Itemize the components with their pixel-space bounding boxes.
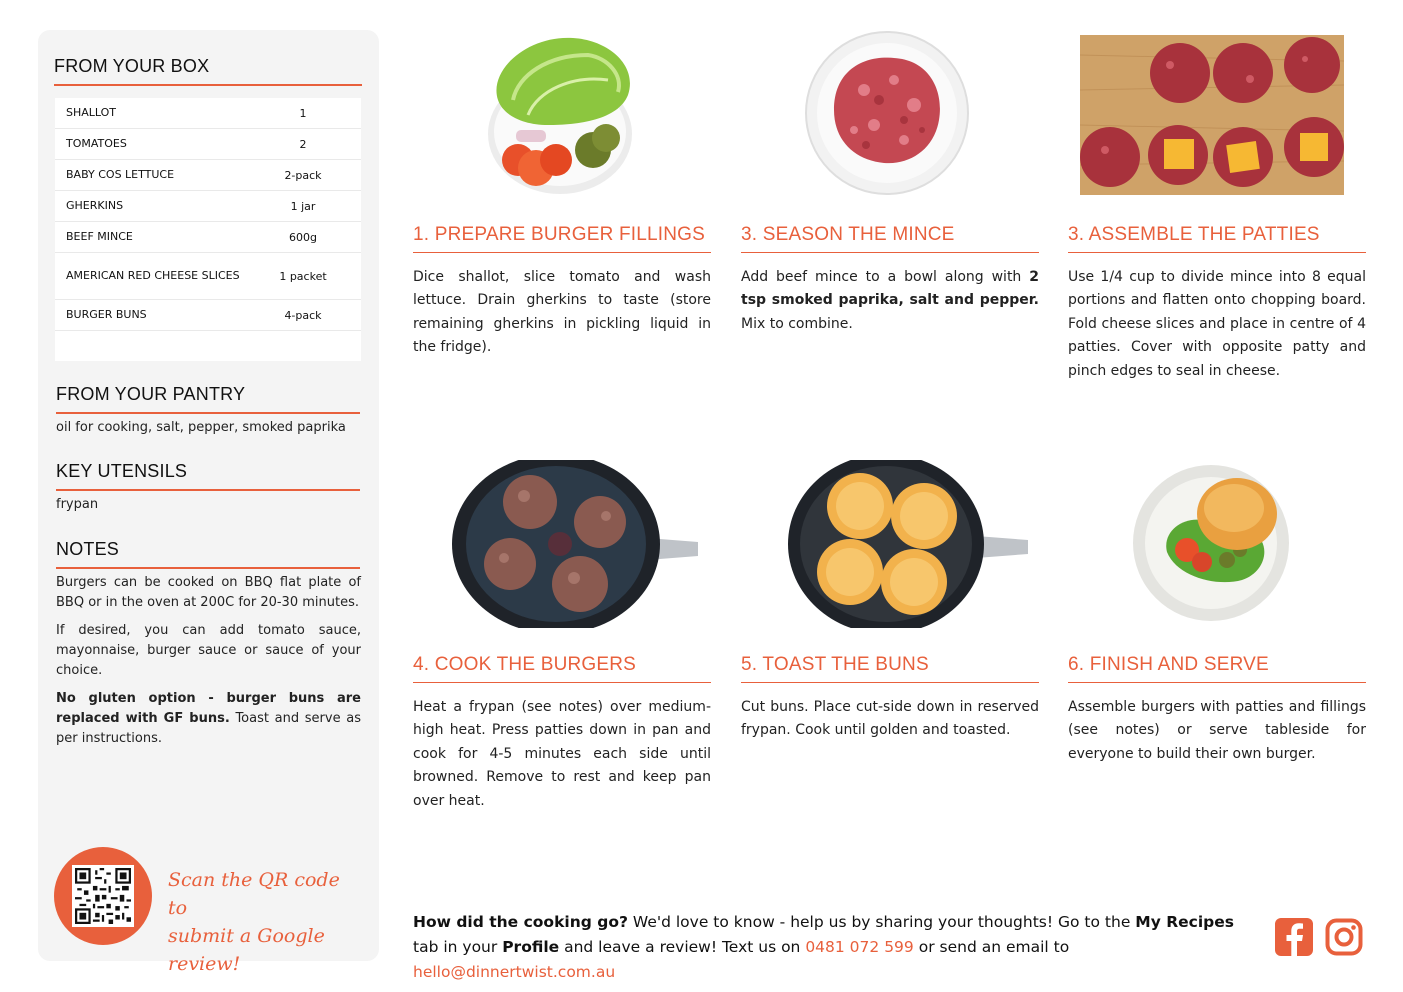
table-row [55,191,361,222]
ingredient-qty: 1 jar [290,199,316,213]
facebook-icon[interactable] [1275,918,1313,956]
step-2-text [741,266,1039,336]
step-3-text: Use 1/4 cup to divide mince into 8 equal portions and flatten onto chopping board. Fold cheese slices and place in centre of 4 patties. Cover with opposite patty and pinch edges to seal in cheese. [1068,269,1366,379]
my-recipes-label: My Recipes [1135,913,1234,931]
key-utensils-title: KEY UTENSILS [56,461,360,491]
ingredient-name: TOMATOES [66,137,127,150]
footer-text: We'd love to know - help us by sharing your thoughts! Go to the [627,913,1136,931]
ingredient-qty: 2 [299,137,307,151]
gluten-note-bold: No gluten option - burger buns are replaced with GF buns. [56,691,361,726]
note-paragraph: If desired, you can add tomato sauce, mayonnaise, burger sauce or sauce of your choice. [56,623,361,678]
ingredient-name: BEEF MINCE [66,230,133,243]
ingredient-qty: 4-pack [284,308,322,322]
step-6-title: 6. FINISH AND SERVE [1068,654,1366,683]
phone-link[interactable]: 0481 072 599 [805,938,914,956]
finished-burger-photo [1132,462,1290,624]
table-row [55,160,361,191]
cooking-patties-pan-photo [452,460,702,628]
pantry-list: oil for cooking, salt, pepper, smoked paprika [56,420,346,435]
qr-cta-line: Scan the QR code to [168,869,340,919]
step-1-title: 1. PREPARE BURGER FILLINGS [413,224,711,253]
ingredient-qty: 2-pack [284,168,322,182]
table-row [55,300,361,331]
step-1-text: Dice shallot, slice tomato and wash lettuce. Drain gherkins to taste (store remaining gherkins in pickling liquid in the fridge). [413,269,711,356]
step-5-text: Cut buns. Place cut-side down in reserved frypan. Cook until golden and toasted. [741,699,1039,739]
ingredient-qty: 1 packet [279,269,327,283]
ingredient-name: GHERKINS [66,199,124,212]
ingredient-qty: 1 [299,106,307,120]
ingredient-name: BURGER BUNS [66,308,147,321]
utensils-list: frypan [56,497,99,512]
step-2-text-bold: 2 tsp smoked paprika, salt and pepper. [741,269,1039,309]
email-link[interactable]: hello@dinnertwist.com.au [413,963,616,981]
footer-question: How did the cooking go? [413,913,628,931]
ingredient-name: BABY COS LETTUCE [66,168,175,181]
ingredients-table [55,98,361,361]
fillings-photo [478,30,643,198]
ingredient-name: AMERICAN RED CHEESE SLICES [66,269,240,282]
footer-text: and leave a review! Text us on [559,938,806,956]
note-paragraph: Burgers can be cooked on BBQ flat plate of BBQ or in the oven at 200C for 20-30 minutes. [56,575,361,610]
mince-bowl-photo [804,30,970,196]
profile-label: Profile [502,938,560,956]
table-row [55,129,361,160]
step-6-text: Assemble burgers with patties and fillings (see notes) or serve tableside for everyone to build their own burger. [1068,699,1366,762]
step-2-text-a: Add beef mince to a bowl along with [741,269,1030,285]
table-row [55,253,361,300]
footer-text: or send an email to [913,938,1070,956]
table-row [55,98,361,129]
review-footer [413,910,1263,985]
ingredient-name: SHALLOT [66,106,117,119]
toasting-buns-pan-photo [788,460,1030,628]
from-your-pantry-title: FROM YOUR PANTRY [56,384,360,414]
notes-title: NOTES [56,539,360,569]
ingredient-qty: 600g [289,230,317,244]
step-2-text-c: Mix to combine. [741,315,853,332]
step-3-title: 3. ASSEMBLE THE PATTIES [1068,224,1366,253]
qr-cta-line: submit a Google review! [168,925,325,975]
step-4-text: Heat a frypan (see notes) over medium-high heat. Press patties down in pan and cook for 4-5 minutes each side until browned. Remove to rest and keep pan over heat. [413,699,711,809]
step-2-title: 3. SEASON THE MINCE [741,224,1039,253]
gluten-note-rest: Toast and serve as per instructions. [56,711,361,746]
table-row [55,222,361,253]
instagram-icon[interactable] [1325,918,1363,956]
footer-text: tab in your [413,938,503,956]
from-your-box-title: FROM YOUR BOX [54,56,362,86]
qr-review-cta [168,866,363,978]
notes-body [56,573,361,757]
note-paragraph [56,689,361,749]
ingredients-sidebar [38,30,379,975]
step-5-title: 5. TOAST THE BUNS [741,654,1039,683]
qr-code-badge[interactable] [54,847,152,945]
step-4-title: 4. COOK THE BURGERS [413,654,711,683]
qr-code-icon [72,865,134,927]
patties-board-photo [1080,35,1344,195]
